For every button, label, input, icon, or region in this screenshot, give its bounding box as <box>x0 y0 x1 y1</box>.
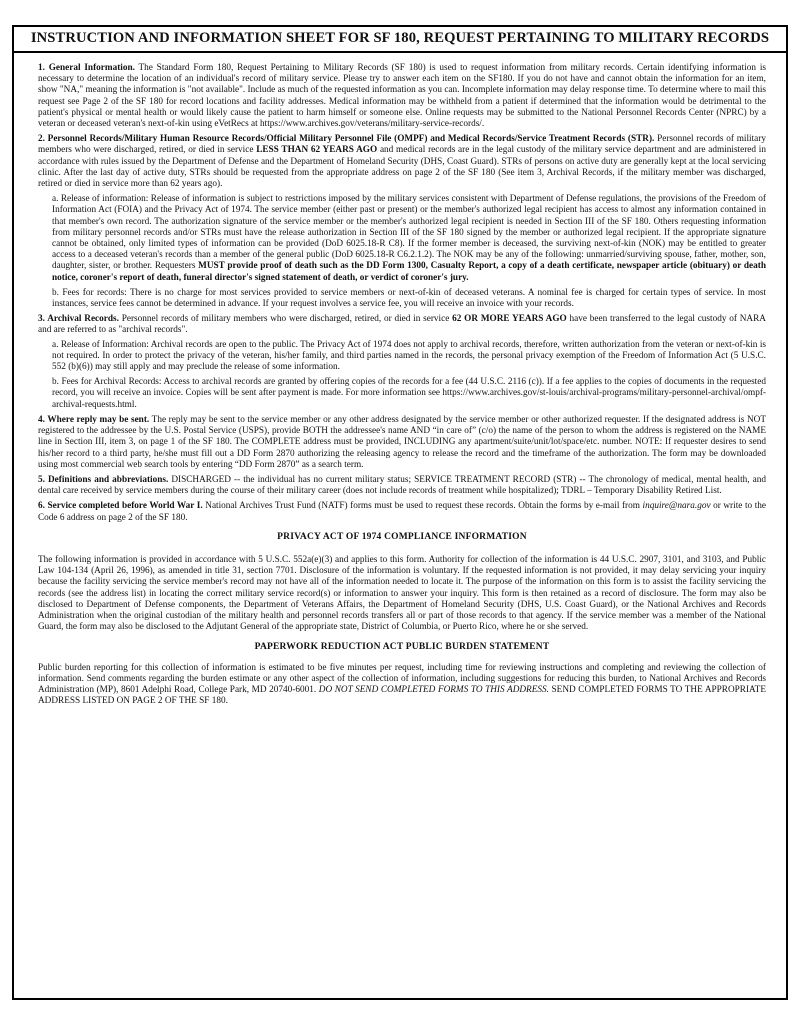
section-heading: 1. General Information. <box>38 63 135 73</box>
page-title: INSTRUCTION AND INFORMATION SHEET FOR SF 180, REQUEST PERTAINING TO MILITARY RECORDS <box>14 27 786 53</box>
subsection-text: a. Release of information: Release of information is subject to restrictions imposed by the military services consistent with Department of Defense regulations, the provisions of the Freedom of Information Act (FOIA) and the Privacy Act of 1974. The service member (either past or present) or the member's authorized legal recipient has access to almost any information contained in that member's own record. The authorization signature of the service member or the member's authorized legal recipient is needed in Section III of the SF 180. Others requesting information from military personnel records and/or STRs must have the release authorization in Section III of the SF 180 signed by the member or authorized legal recipient. If the appropriate signature cannot be obtained, only limited types of information can be provided (DoD 6025.18-R C8). If the former member is deceased, the surviving next-of-kin (NOK) may be entitled to greater access to a deceased veteran's records than a member of the general public (DoD 6025.18-R C6.2.1.2). The NOK may be any of the following: unmarried/surviving spouse, father, mother, son, daughter, sister, or brother. Requesters <box>52 194 766 272</box>
section-personnel-records <box>38 134 766 190</box>
section-heading: 4. Where reply may be sent. <box>38 414 150 425</box>
section-text: have been transferred to the legal custody of NARA and are referred to as "archival records". <box>38 314 766 336</box>
subsection-release-of-information <box>52 194 766 284</box>
section-heading: 3. Archival Records. <box>38 314 119 325</box>
form-frame <box>12 25 788 1000</box>
section-text: Personnel records of military members who were discharged, retired, or died in service <box>118 314 453 325</box>
section-text: and medical records are in the legal custody of the military service department and are administered in accordance with rules issued by the Department of Defense and the Department of Homeland Security (DHS, Coast Guard). STRs of persons on active duty are generally kept at the local servicing clinic. After the last day of active duty, STRs should be requested from the appropriate address on page 2 of the SF 180 (See item 3, Archival Records, if the military member was discharged, retired or died in service more than 62 years ago). <box>38 145 766 190</box>
section-heading: 2. Personnel Records/Military Human Resource Records/Official Military Personnel File (OMPF) and Medical Records/Service Treatment Records (STR). <box>38 134 655 145</box>
section-text: National Archives Trust Fund (NATF) forms must be used to request these records. Obtain the forms by e-mail from <box>202 501 643 512</box>
section-heading: 5. Definitions and abbreviations. <box>38 474 169 485</box>
section-text: DISCHARGED -- the individual has no current military status; SERVICE TREATMENT RECORD (STR) -- The chronology of medical, mental health, and dental care received by service members during the course of their military career (does not include records of treatment while hospitalized); TDRL – Temporary Disability Retired List. <box>38 474 766 497</box>
instructions-body <box>38 63 766 707</box>
paperwork-text-part: SEND COMPLETED FORMS TO THE APPROPRIATE ADDRESS LISTED ON PAGE 2 OF THE SF 180. <box>38 684 766 707</box>
paperwork-text-part: Public burden reporting for this collection of information is estimated to be five minutes per request, including time for reviewing instructions and completing and reviewing the collection of information. Send comments regarding the burden estimate or any other aspect of the collection of information, including suggestions for reducing this burden, to National Archives and Records Administration (MP), 8601 Adelphi Road, College Park, MD 20740-6001. <box>38 662 766 695</box>
section-general-information <box>38 63 766 130</box>
section-before-ww1 <box>38 501 766 523</box>
privacy-act-heading: PRIVACY ACT OF 1974 COMPLIANCE INFORMATION <box>277 531 527 542</box>
paperwork-heading: PAPERWORK REDUCTION ACT PUBLIC BURDEN STATEMENT <box>254 642 550 653</box>
paperwork-warning: DO NOT SEND COMPLETED FORMS TO THIS ADDRESS. <box>318 684 549 695</box>
section-text: The Standard Form 180, Request Pertaining to Military Records (SF 180) is used to request information from military records. Certain identifying information is necessary to determine the location of an individual's record of military service. Please try to answer each item on the SF180. If you do not have and cannot obtain the information for an item, show "NA," meaning the information is "not available". Include as much of the requested information as you can. Incomplete information may delay response time. To determine where to mail this request see Page 2 of the SF 180 for record locations and facility addresses. Medical information may be withheld from a patient if determined that the information would be detrimental to the patient's physical or mental health or would likely cause the patient to harm himself or someone else. Online requests may be submitted to the National Personnel Records Center (NPRC) by a veteran or deceased veteran's next-of-kin using eVetRecs at https://www.archives.gov/veterans/military-service-records/. <box>38 63 766 130</box>
section-text: or write to the Code 6 address on page 2 of the SF 180. <box>38 501 766 523</box>
section-text: The reply may be sent to the service member or any other address designated by the service member or other authorized requester. If the designated address is NOT registered to the addressee by the U.S. Postal Service (USPS), provide BOTH the addressee's name AND “in care of” (c/o) the name of the person to whom the address is registered on the NAME line in Section III, item 3, on page 1 of the SF 180. The COMPLETE address must be provided, INCLUDING any apartment/suite/unit/lot/space/etc. number. NOTE: If requester desires to send his/her record to a third party, he/she must fill out a DD Form 2870 authorizing the releasing agency to release the record and the timeframe of the authorization. The form may be downloaded using most commercial web search tools by entering “DD Form 2870” as a search term. <box>38 414 766 470</box>
privacy-act-text: The following information is provided in accordance with 5 U.S.C. 552a(e)(3) and applies to this form. Authority for collection of the information is 44 U.S.C. 2907, 3101, and 3103, and Public Law 104-134 (April 26, 1996), as amended in title 31, section 7701. Disclosure of the information is voluntary. If the requested information is not provided, it may delay servicing your inquiry because the facility servicing the service member's record may not have all of the information needed to locate it. The purpose of the information on this form is to assist the facility servicing the records (see the address list) in locating the correct military service record(s) or information to answer your inquiry. This form is then retained as a record of disclosure. The form may also be disclosed to Department of Defense components, the Department of Veterans Affairs, the Department of Homeland Security (DHS, U.S. Coast Guard), or the National Archives and Records Administration when the original custodian of the military health and personnel records transfers all or part of those records to that agency. If the service member was a member of the National Guard, the form may also be disclosed to the Adjutant General of the appropriate state, District of Columbia, or Puerto Rico, where he or she served. <box>38 554 766 633</box>
email-address: inquire@nara.gov <box>642 501 711 512</box>
section-where-reply-may-be-sent <box>38 415 766 471</box>
section-definitions <box>38 475 766 497</box>
subsection-fees-for-records: b. Fees for records: There is no charge for most services provided to service members or next-of-kin of deceased veterans. A nominal fee is charged for certain types of service. In most instances, service fees cannot be determined in advance. If your request involves a service fee, you will receive an invoice with your records. <box>52 287 766 310</box>
subsection-archival-fees: b. Fees for Archival Records: Access to archival records are granted by offering copies of the records for a fee (44 U.S.C. 2116 (c)). If a fee applies to the copies of documents in the requested record, you will receive an invoice. Copies will be sent after payment is made. For more information see https://www.archives.gov/st-louis/archival-programs/military-personnel-archival/ompf-archival-requests.html. <box>52 377 766 410</box>
subsection-emphasis: MUST provide proof of death such as the DD Form 1300, Casualty Report, a copy of a death certificate, newspaper article (obituary) or death notice, coroner's report of death, funeral director's signed statement of death, or verdict of coroner's jury. <box>52 261 766 283</box>
section-text: Personnel records of military members who were discharged, retired, or died in service <box>38 134 766 156</box>
subsection-archival-release: a. Release of Information: Archival records are open to the public. The Privacy Act of 1974 does not apply to archival records, therefore, written authorization from the veteran or next-of-kin is not required. In order to protect the privacy of the veteran, his/her family, and third parties named in the records, the personal privacy exemption of the Freedom of Information Act (5 U.S.C. 552 (b)(6)) may still apply and may preclude the release of some information. <box>52 339 766 373</box>
section-archival-records <box>38 314 766 336</box>
section-emphasis: LESS THAN 62 YEARS AGO <box>256 145 378 156</box>
section-emphasis: 62 OR MORE YEARS AGO <box>452 314 567 325</box>
paperwork-text <box>38 663 766 708</box>
section-heading: 6. Service completed before World War I. <box>38 501 203 512</box>
